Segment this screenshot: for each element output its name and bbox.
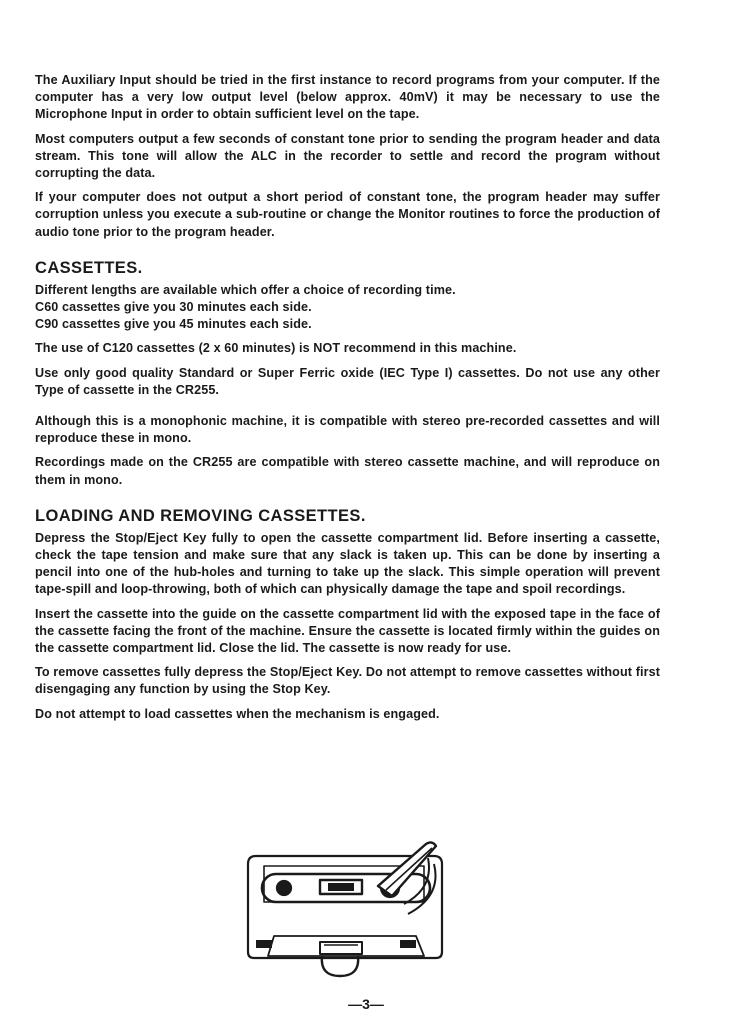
intro-paragraph-constant-tone: Most computers output a few seconds of constant tone prior to sending the program header and data stream. This tone will allow the ALC in the recorder to settle and record the program without corrupting the data.: [35, 131, 660, 181]
cassettes-paragraph-c120: The use of C120 cassettes (2 x 60 minutes) is NOT recommend in this machine.: [35, 341, 517, 356]
loading-paragraph-stop-eject: Depress the Stop/Eject Key fully to open the cassette compartment lid. Before inserting a cassette, check the tape tension and make sure that any slack is taken up. This can be done by inserting a pencil into one of the hub-holes and turning to take up the slack. This simple operation will prevent tape-spill and loop-throwing, both of which can physically damage the tape and spoil recordings.: [35, 530, 660, 597]
cassettes-line-c60: C60 cassettes give you 30 minutes each side.: [35, 300, 312, 315]
cassettes-heading: CASSETTES.: [35, 258, 143, 277]
cassettes-paragraph-recordings: Recordings made on the CR255 are compatible with stereo cassette machine, and will reproduce on them in mono.: [35, 455, 660, 487]
section-loading-removing: [35, 507, 660, 723]
document-page: [35, 72, 660, 730]
loading-paragraph-remove: To remove cassettes fully depress the Stop/Eject Key. Do not attempt to remove cassettes without first disengaging any function by using the Stop Key.: [35, 665, 660, 697]
cassettes-line-lengths: Different lengths are available which offer a choice of recording time.: [35, 282, 456, 297]
cassettes-paragraph-quality: Use only good quality Standard or Super Ferric oxide (IEC Type I) cassettes. Do not use any other Type of cassette in the CR255.: [35, 365, 660, 397]
section-cassettes: [35, 259, 660, 489]
loading-heading: LOADING AND REMOVING CASSETTES.: [35, 506, 366, 525]
loading-paragraph-engaged: Do not attempt to load cassettes when the mechanism is engaged.: [35, 706, 440, 721]
cassette-with-pencil-icon: [228, 838, 476, 978]
cassettes-line-c90: C90 cassettes give you 45 minutes each side.: [35, 317, 312, 332]
intro-paragraph-program-header: If your computer does not output a short period of constant tone, the program header may suffer corruption unless you execute a sub-routine or change the Monitor routines to force the production of audio tone prior to the program header.: [35, 190, 660, 239]
loading-paragraph-insert: Insert the cassette into the guide on the cassette compartment lid with the exposed tape in the face of the cassette facing the front of the machine. Ensure the cassette is located firmly within the guides on the cassette compartment lid. Close the lid. The cassette is now ready for use.: [35, 606, 660, 656]
cassettes-paragraph-mono: Although this is a monophonic machine, it is compatible with stereo pre-recorded cassettes and will reproduce these in mono.: [35, 414, 660, 446]
intro-paragraph-auxiliary-input: The Auxiliary Input should be tried in the first instance to record programs from your computer. If the computer has a very low output level (below approx. 40mV) it may be necessary to use the Microphone Input in order to obtain sufficient level on the tape.: [35, 73, 660, 122]
page-number: —3—: [348, 996, 384, 1012]
